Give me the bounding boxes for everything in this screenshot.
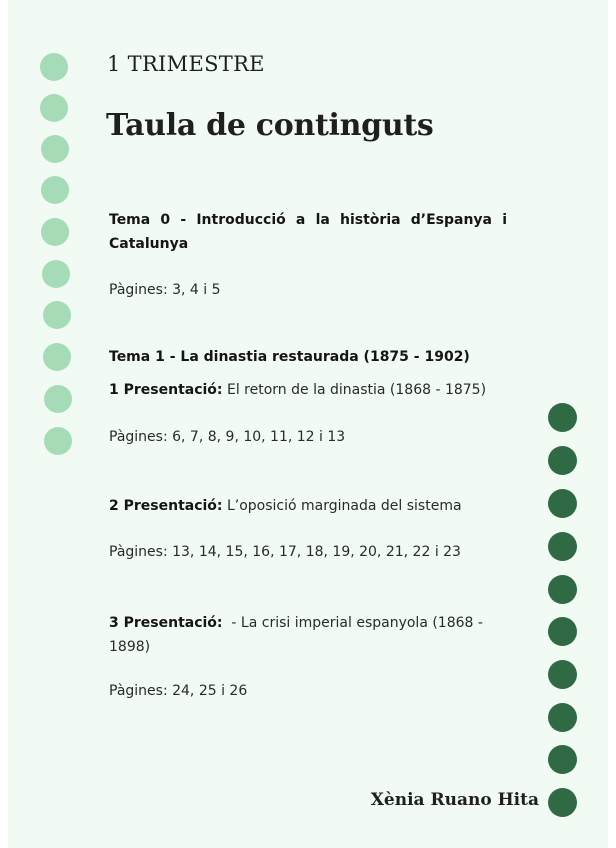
decorative-dot — [40, 94, 68, 122]
tema-0-heading: Tema 0 - Introducció a la història d’Espanya i Catalunya — [109, 212, 507, 252]
presentation-title: El retorn de la dinastia (1868 - 1875) — [222, 382, 487, 398]
decorative-dot — [43, 301, 71, 329]
document-page — [8, 0, 608, 848]
decorative-dot — [41, 176, 69, 204]
decorative-dot — [548, 745, 577, 774]
decorative-dot — [40, 53, 68, 81]
presentation-label: 2 Presentació: — [109, 498, 223, 514]
presentation-title: L’oposició marginada del sistema — [222, 498, 462, 514]
presentation-1 — [109, 380, 486, 401]
decorative-dot — [41, 135, 69, 163]
decorative-dot — [548, 575, 577, 604]
decorative-dot — [548, 446, 577, 475]
page-title: Taula de continguts — [106, 108, 434, 143]
presentation-2 — [109, 496, 462, 517]
decorative-dot — [548, 660, 577, 689]
decorative-dot — [41, 218, 69, 246]
presentation-title: - La crisi imperial espanyola (1868 - 1898) — [109, 615, 488, 655]
decorative-dot — [42, 260, 70, 288]
presentation-3-pages: Pàgines: 24, 25 i 26 — [109, 683, 248, 699]
presentation-label: 1 Presentació: — [109, 382, 223, 398]
decorative-dot — [548, 617, 577, 646]
presentation-3 — [109, 611, 519, 659]
decorative-dot — [44, 385, 72, 413]
term-heading: 1 TRIMESTRE — [107, 52, 265, 76]
decorative-dot — [548, 532, 577, 561]
decorative-dot — [43, 343, 71, 371]
tema-0-pages: Pàgines: 3, 4 i 5 — [109, 282, 221, 298]
presentation-1-pages: Pàgines: 6, 7, 8, 9, 10, 11, 12 i 13 — [109, 429, 346, 445]
decorative-dot — [548, 703, 577, 732]
presentation-label: 3 Presentació: — [109, 615, 223, 631]
author-name: Xènia Ruano Hita — [370, 790, 539, 810]
decorative-dot — [548, 788, 577, 817]
decorative-dot — [548, 489, 577, 518]
decorative-dot — [548, 403, 577, 432]
presentation-2-pages: Pàgines: 13, 14, 15, 16, 17, 18, 19, 20, 21, 22 i 23 — [109, 544, 461, 560]
decorative-dot — [44, 427, 72, 455]
tema-1-heading: Tema 1 - La dinastia restaurada (1875 - 1902) — [109, 349, 470, 365]
